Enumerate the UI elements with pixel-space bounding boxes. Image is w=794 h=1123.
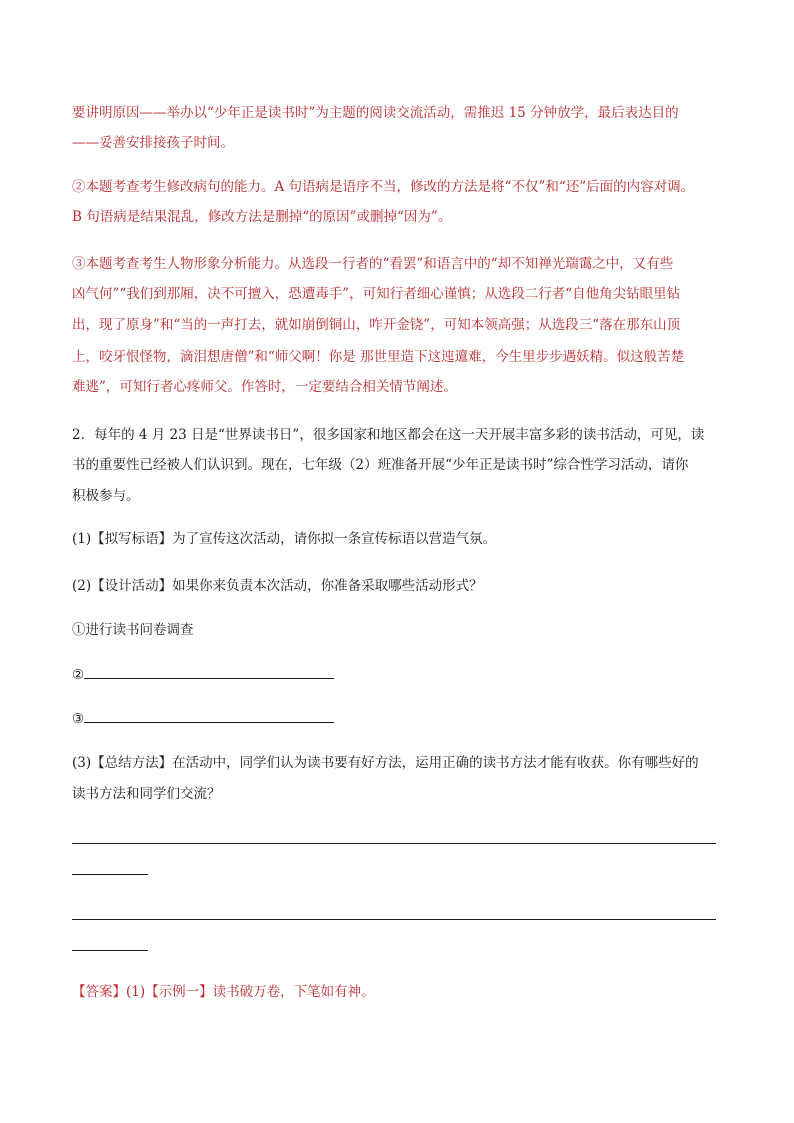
question2-line3: 积极参与。 <box>72 488 140 504</box>
subquestion-2: (2)【设计活动】如果你来负责本次活动，你准备采取哪些活动形式？ <box>72 578 483 594</box>
answer-number: (1) <box>126 984 146 1000</box>
answer-text: 读书破万卷，下笔如有神。 <box>212 984 375 1000</box>
para2-line1: ②本题考查考生修改病句的能力。A 句语病是语序不当，修改的方法是将“不仅”和“还”后面的内容对调。 <box>72 179 695 195</box>
answer-section <box>72 982 375 1002</box>
answer-label: 【答案】 <box>72 984 126 1000</box>
answer-line-2-cont[interactable] <box>72 950 148 951</box>
activity-item-2-prefix: ② <box>72 667 85 683</box>
para3-line1: ③本题考查考生人物形象分析能力。从选段一行者的“看罢”和语言中的“却不知禅光瑞霭之中，又有些 <box>72 256 674 272</box>
para3-line2: 凶气何”“我们到那厢，决不可擅入，恐遭毒手”，可知行者细心谨慎；从选段二行者“自他角尖钻眼里钻 <box>72 286 681 302</box>
para3-line4: 上，咬牙恨怪物，滴泪想唐僧”和“师父啊！你是 那世里造下这迍邅难，今生里步步遇妖精。似这般苦楚 <box>72 349 685 365</box>
answer-blank-3[interactable] <box>84 708 334 723</box>
subquestion-3-line1: (3)【总结方法】在活动中，同学们认为读书要有好方法，运用正确的读书方法才能有收获。你有哪些好的 <box>72 755 699 771</box>
answer-line-1[interactable] <box>72 843 716 844</box>
question2-line1: 2．每年的 4 月 23 日是“世界读书日”，很多国家和地区都会在这一天开展丰富多彩的读书活动，可见，读 <box>72 427 705 443</box>
para1-line1: 要讲明原因——举办以“少年正是读书时”为主题的阅读交流活动，需推迟 15 分钟放学，最后表达目的 <box>72 105 679 121</box>
answer-blank-2[interactable] <box>84 664 334 679</box>
activity-item-2 <box>72 664 334 685</box>
para2-line2: B 句语病是结果混乱，修改方法是删掉“的原因”或删掉“因为”。 <box>72 209 452 225</box>
para1-line2: ——妥善安排接孩子时间。 <box>72 135 234 151</box>
subquestion-3-line2: 读书方法和同学们交流？ <box>72 786 221 802</box>
para3-line3: 出，现了原身”和“当的一声打去，就如崩倒铜山，咋开金铙”，可知本领高强；从选段三“落在那东山顶 <box>72 317 681 333</box>
activity-item-1: ①进行读书问卷调查 <box>72 622 194 638</box>
question2-line2: 书的重要性已经被人们认识到。现在，七年级（2）班准备开展“少年正是读书时”综合性学习活动，请你 <box>72 457 689 473</box>
answer-example-label: 【示例一】 <box>145 984 213 1000</box>
answer-line-2[interactable] <box>72 919 716 920</box>
answer-line-1-cont[interactable] <box>72 874 148 875</box>
activity-item-3-prefix: ③ <box>72 711 85 727</box>
subquestion-1: (1)【拟写标语】为了宣传这次活动，请你拟一条宣传标语以营造气氛。 <box>72 531 497 547</box>
para3-line5: 难逃”，可知行者心疼师父。作答时，一定要结合相关情节阐述。 <box>72 379 457 395</box>
activity-item-3 <box>72 708 334 729</box>
